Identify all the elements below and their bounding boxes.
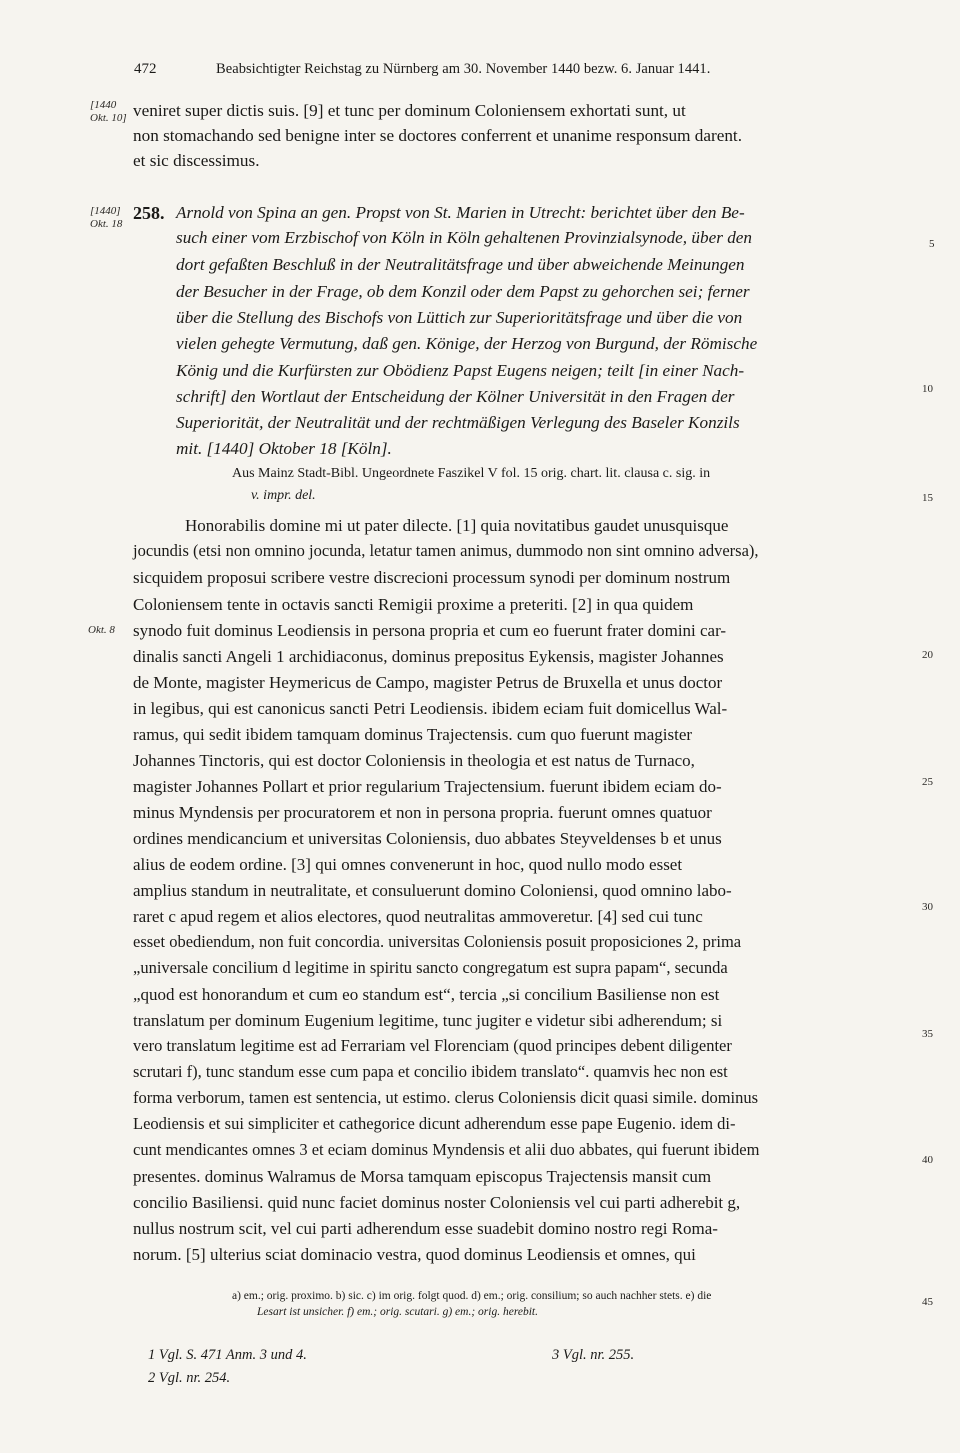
source-line: v. impr. del. bbox=[251, 488, 316, 503]
regest-line: König und die Kurfürsten zur Obödienz Papst Eugens neigen; teilt [in einer Nach- bbox=[176, 361, 745, 380]
line-number: 35 bbox=[922, 1028, 933, 1040]
text-line: de Monte, magister Heymericus de Campo, magister Petrus de Bruxella et unus doctor bbox=[133, 673, 723, 692]
text-line: ramus, qui sedit ibidem tamquam dominus Trajectensis. cum quo fuerunt magister bbox=[133, 725, 693, 744]
footnote: 1 Vgl. S. 471 Anm. 3 und 4. bbox=[148, 1347, 307, 1363]
document-number: 258. bbox=[133, 203, 165, 223]
text-line: sicquidem proposui scribere vestre discrecioni processum synodi per dominum nostrum bbox=[133, 568, 731, 587]
text-line: et sic discessimus. bbox=[133, 151, 260, 170]
text-line: esset obediendum, non fuit concordia. universitas Coloniensis posuit proposiciones 2, prima bbox=[133, 932, 742, 951]
text-line: veniret super dictis suis. [9] et tunc per dominum Coloniensem exhortati sunt, ut bbox=[133, 101, 686, 120]
text-line: minus Myndensis per procuratorem et non in persona propria. fuerunt omnes quatuor bbox=[133, 803, 712, 822]
text-line: translatum per dominum Eugenium legitime, tunc jugiter e videtur sibi adherendum; si bbox=[133, 1011, 723, 1030]
source-line: Aus Mainz Stadt-Bibl. Ungeordnete Faszikel V fol. 15 orig. chart. lit. clausa c. sig. in bbox=[232, 466, 711, 481]
footnote: 2 Vgl. nr. 254. bbox=[148, 1370, 231, 1386]
text-line: scrutari f), tunc standum esse cum papa et concilio ibidem translato“. quamvis hec non est bbox=[133, 1062, 728, 1081]
text-line: Coloniensem tente in octavis sancti Remigii proxime a preteriti. [2] in qua quidem bbox=[133, 595, 694, 614]
line-number: 45 bbox=[922, 1296, 933, 1308]
regest-line: mit. [1440] Oktober 18 [Köln]. bbox=[176, 439, 392, 458]
regest-line: schrift] den Wortlaut der Entscheidung der Kölner Universität in den Fragen der bbox=[176, 387, 735, 406]
text-line: non stomachando sed benigne inter se doctores conferrent et unanime responsum darent. bbox=[133, 126, 743, 145]
text-line: alius de eodem ordine. [3] qui omnes convenerunt in hoc, quod nullo modo esset bbox=[133, 855, 683, 874]
regest-line: Arnold von Spina an gen. Propst von St. Marien in Utrecht: berichtet über den Be- bbox=[176, 203, 745, 222]
text-line: jocundis (etsi non omnino jocunda, letatur tamen animus, dummodo non sint omnino adversa), bbox=[133, 541, 759, 560]
text-line: Honorabilis domine mi ut pater dilecte. [1] quia novitatibus gaudet unusquisque bbox=[185, 516, 729, 535]
regest-line: dort gefaßten Beschluß in der Neutralitätsfrage und über abweichende Meinungen bbox=[176, 255, 745, 274]
regest-line: vielen gehegte Vermutung, daß gen. Könige, der Herzog von Burgund, der Römische bbox=[176, 334, 758, 353]
text-line: dinalis sancti Angeli 1 archidiaconus, dominus prepositus Eykensis, magister Johannes bbox=[133, 647, 724, 666]
margin-date-document: [1440] Okt. 18 bbox=[90, 205, 123, 230]
regest-line: Superiorität, der Neutralität und der rechtmäßigen Verlegung des Baseler Konzils bbox=[176, 413, 740, 432]
text-line: Leodiensis et sui simpliciter et cathegorice dicunt adherendum esse pape Eugenio. idem di- bbox=[133, 1114, 736, 1133]
line-number: 30 bbox=[922, 901, 933, 913]
regest-line: der Besucher in der Frage, ob dem Konzil oder dem Papst zu gehorchen sei; ferner bbox=[176, 282, 750, 301]
page-number: 472 bbox=[134, 61, 157, 77]
footnote: 3 Vgl. nr. 255. bbox=[552, 1347, 635, 1363]
line-number: 40 bbox=[922, 1154, 933, 1166]
text-line: cunt mendicantes omnes 3 et eciam dominus Myndensis et alii duo abbates, qui fuerunt ibidem bbox=[133, 1140, 760, 1159]
apparatus-line: a) em.; orig. proximo. b) sic. c) im orig. folgt quod. d) em.; orig. consilium; so auch nachher stets. e) die bbox=[232, 1290, 712, 1302]
line-number: 25 bbox=[922, 776, 933, 788]
text-line: raret c apud regem et alios electores, quod neutralitas ammoveretur. [4] sed cui tunc bbox=[133, 907, 703, 926]
text-line: nullus nostrum scit, vel cui parti adherendum esse suadebit domino nostro regi Roma- bbox=[133, 1219, 718, 1238]
text-line: presentes. dominus Walramus de Morsa tamquam episcopus Trajectensis mansit cum bbox=[133, 1167, 712, 1186]
text-line: forma verborum, tamen est sentencia, ut estimo. clerus Coloniensis dicit quasi simile. dominus bbox=[133, 1088, 759, 1107]
text-line: in legibus, qui est canonicus sancti Petri Leodiensis. ibidem eciam fuit domicellus Wal- bbox=[133, 699, 728, 718]
line-number: 10 bbox=[922, 383, 933, 395]
apparatus-line: Lesart ist unsicher. f) em.; orig. scutari. g) em.; orig. herebit. bbox=[257, 1306, 538, 1318]
text-line: ordines mendicancium et universitas Coloniensis, duo abbates Steyveldenses b et unus bbox=[133, 829, 722, 848]
text-line: norum. [5] ulterius sciat dominacio vestra, quod dominus Leodiensis et omnes, qui bbox=[133, 1245, 696, 1264]
text-line: „universale concilium d legitime in spiritu sancto congregatum est supra papam“, secunda bbox=[133, 958, 728, 977]
regest-line: such einer vom Erzbischof von Köln in Köln gehaltenen Provinzialsynode, über den bbox=[176, 228, 753, 247]
line-number: 5 bbox=[929, 238, 935, 250]
text-line: magister Johannes Pollart et prior regularium Trajectensium. fuerunt ibidem eciam do- bbox=[133, 777, 722, 796]
text-line: Johannes Tinctoris, qui est doctor Coloniensis in theologia et est natus de Turnaco, bbox=[133, 751, 695, 770]
text-line: concilio Basiliensi. quid nunc faciet dominus noster Coloniensis vel cui parti adherebit g, bbox=[133, 1193, 741, 1212]
text-line: vero translatum legitime est ad Ferrariam vel Florenciam (quod principes debent diligenter bbox=[133, 1036, 732, 1055]
margin-date-okt8: Okt. 8 bbox=[88, 624, 115, 636]
regest-line: über die Stellung des Bischofs von Lüttich zur Superioritätsfrage und über die von bbox=[176, 308, 743, 327]
text-line: amplius standum in neutralitate, et consuluerunt domino Coloniensi, quod omnino labo- bbox=[133, 881, 732, 900]
line-number: 15 bbox=[922, 492, 933, 504]
text-line: „quod est honorandum et cum eo standum est“, tercia „si concilium Basiliense non est bbox=[133, 985, 720, 1004]
running-title: Beabsichtigter Reichstag zu Nürnberg am 30. November 1440 bezw. 6. Januar 1441. bbox=[216, 61, 711, 77]
margin-date-top: [1440 Okt. 10] bbox=[90, 99, 127, 124]
line-number: 20 bbox=[922, 649, 933, 661]
text-line: synodo fuit dominus Leodiensis in persona propria et cum eo fuerunt frater domini car- bbox=[133, 621, 727, 640]
